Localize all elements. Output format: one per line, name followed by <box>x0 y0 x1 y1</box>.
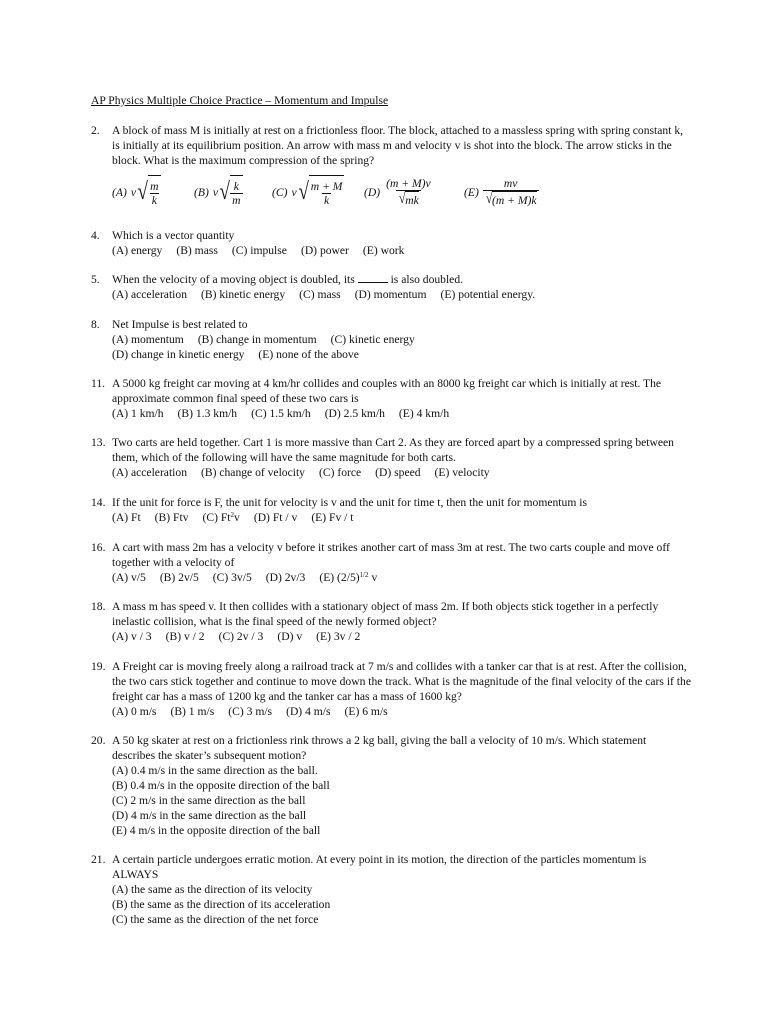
choice-c: (C) mass <box>299 288 341 301</box>
choice-b: (B) v / 2 <box>165 630 205 643</box>
question-number: 8. <box>91 318 100 331</box>
choice-b: (B) mass <box>176 244 218 257</box>
choice-d: (D) (m + M)v √ mk <box>364 177 431 207</box>
choice-a: (A) v √ $\frac{m}{k}$ <box>112 172 161 212</box>
question-number: 13. <box>91 436 106 449</box>
question-14 <box>91 495 691 525</box>
question-number: 19. <box>91 660 106 673</box>
choice-e: (E) 4 m/s in the opposite direction of the ball <box>112 824 321 837</box>
answer-choices <box>112 406 691 421</box>
choice-c: (C) 2v / 3 <box>218 630 264 643</box>
choice-b: (B) kinetic energy <box>201 288 286 301</box>
question-21 <box>91 852 691 927</box>
answer-choices <box>112 287 691 302</box>
choice-a: (A) v/5 <box>112 571 146 584</box>
choice-e: (E) $(2/5)^{1/2}$ v <box>319 571 378 584</box>
sqrt-symbol: √ $\frac{m + M}{k}$ <box>297 175 345 209</box>
choice-d: (D) v <box>277 630 303 643</box>
page-title: AP Physics Multiple Choice Practice – Momentum and Impulse <box>91 94 389 107</box>
choice-b: (B) change of velocity <box>201 466 305 479</box>
choice-e: (E) Fv / t <box>311 511 354 524</box>
sqrt-symbol: √ $\frac{m}{k}$ <box>136 175 161 209</box>
choice-b: (B) v √ $\frac{k}{m}$ <box>194 172 243 212</box>
answer-blank <box>358 272 388 283</box>
question-text: A mass m has speed v. It then collides with a stationary object of mass 2m. If both objects stick together in a perfectly inelastic collision, what is the final speed of the newly formed object? <box>112 600 659 628</box>
choice-d: (D) change in kinetic energy <box>112 348 245 361</box>
question-number: 16. <box>91 541 106 554</box>
question-2-choices <box>112 172 582 212</box>
question-text: A cart with mass 2m has a velocity v before it strikes another cart of mass 3m at rest. The two carts couple and move off together with a velocity of <box>112 541 670 569</box>
choice-a: (A) v / 3 <box>112 630 152 643</box>
choice-b: (B) 1.3 km/h <box>177 407 238 420</box>
question-4 <box>91 228 691 258</box>
question-text: Which is a vector quantity <box>112 229 235 242</box>
choice-c: (C) kinetic energy <box>330 333 415 346</box>
question-text: If the unit for force is F, the unit for velocity is v and the unit for time t, then the unit for momentum is <box>112 496 587 509</box>
choice-c: (C) v √ $\frac{m + M}{k}$ <box>272 172 344 212</box>
choice-a: (A) acceleration <box>112 288 187 301</box>
answer-choices <box>112 704 691 719</box>
choice-a: (A) momentum <box>112 333 184 346</box>
question-5 <box>91 272 691 302</box>
choice-e: (E) none of the above <box>258 348 359 361</box>
choice-c: (C) Ft$^2$v <box>202 511 240 524</box>
choice-c: (C) impulse <box>231 244 287 257</box>
choice-e: (E) 6 m/s <box>344 705 388 718</box>
question-text: A block of mass M is initially at rest on a frictionless floor. The block, attached to a massless spring with spring constant k, is initially at its equilibrium position. An arrow with mass m and velocity v is shot into the block. The arrow sticks in the block. What is the maximum compression of the spring? <box>112 124 684 167</box>
choice-d: (D) momentum <box>354 288 427 301</box>
answer-choices <box>112 347 691 362</box>
choice-d: (D) 4 m/s in the same direction as the ball <box>112 809 307 822</box>
choice-e: (E) work <box>362 244 405 257</box>
choice-d: (D) speed <box>375 466 421 479</box>
choice-e: (E) potential energy. <box>440 288 536 301</box>
answer-choices <box>112 629 691 644</box>
choice-d: (D) 2v/3 <box>265 571 306 584</box>
choice-c: (C) 2 m/s in the same direction as the ball <box>112 794 306 807</box>
choice-a: (A) the same as the direction of its velocity <box>112 883 313 896</box>
choice-b: (B) the same as the direction of its acceleration <box>112 898 331 911</box>
question-19 <box>91 659 691 719</box>
choice-a: (A) Ft <box>112 511 141 524</box>
question-20 <box>91 733 691 838</box>
sqrt-symbol: √ $\frac{k}{m}$ <box>218 175 243 209</box>
question-13 <box>91 435 691 480</box>
question-text: Two carts are held together. Cart 1 is more massive than Cart 2. As they are forced apart by a compressed spring between them, which of the following will have the same magnitude for both carts. <box>112 436 674 464</box>
question-text: When the velocity of a moving object is doubled, its is also doubled. <box>112 273 464 286</box>
answer-choices <box>112 570 691 585</box>
question-8 <box>91 317 691 362</box>
choice-b: (B) Ftv <box>154 511 189 524</box>
question-number: 20. <box>91 734 106 747</box>
question-number: 5. <box>91 273 100 286</box>
answer-choices <box>112 510 691 525</box>
question-text: A 5000 kg freight car moving at 4 km/hr collides and couples with an 8000 kg freight car which is initially at rest. The approximate common final speed of these two cars is <box>112 377 662 405</box>
question-2 <box>91 123 691 168</box>
choice-d: (D) Ft / v <box>253 511 298 524</box>
choice-c: (C) force <box>318 466 362 479</box>
choice-a: (A) 0 m/s <box>112 705 157 718</box>
choice-a: (A) acceleration <box>112 466 187 479</box>
question-number: 2. <box>91 124 100 137</box>
choice-b: (B) 2v/5 <box>159 571 199 584</box>
choice-b: (B) 1 m/s <box>170 705 215 718</box>
choice-e: (E) mv √ (m + M)k <box>464 177 537 207</box>
question-18 <box>91 599 691 644</box>
choice-c: (C) 1.5 km/h <box>251 407 311 420</box>
choice-e: (E) velocity <box>434 466 490 479</box>
choice-e: (E) 3v / 2 <box>316 630 361 643</box>
choice-d: (D) 4 m/s <box>286 705 331 718</box>
choice-a: (A) 1 km/h <box>112 407 164 420</box>
answer-choices <box>112 243 691 258</box>
choice-e: (E) 4 km/h <box>398 407 450 420</box>
question-number: 21. <box>91 853 106 866</box>
question-number: 14. <box>91 496 106 509</box>
choice-c: (C) 3v/5 <box>212 571 252 584</box>
question-text: Net Impulse is best related to <box>112 318 248 331</box>
question-11 <box>91 376 691 421</box>
question-text: A Freight car is moving freely along a railroad track at 7 m/s and collides with a tanker car that is at rest. After the collision, the two cars stick together and continue to move down the track. What is the magnitude of the final velocity of the cars if the freight car has a mass of 1200 kg and the tanker car has a mass of 1600 kg? <box>112 660 691 703</box>
answer-choices <box>112 465 691 480</box>
choice-a: (A) 0.4 m/s in the same direction as the ball. <box>112 764 318 777</box>
choice-b: (B) 0.4 m/s in the opposite direction of the ball <box>112 779 330 792</box>
question-text: A 50 kg skater at rest on a frictionless rink throws a 2 kg ball, giving the ball a velocity of 10 m/s. Which statement describes the skater’s subsequent motion? <box>112 734 647 762</box>
sqrt-symbol: √ (m + M)k <box>485 191 537 207</box>
sqrt-symbol: √ mk <box>398 191 419 207</box>
answer-choices <box>112 332 691 347</box>
choice-a: (A) energy <box>112 244 163 257</box>
question-number: 11. <box>91 377 106 390</box>
choice-b: (B) change in momentum <box>197 333 317 346</box>
question-number: 4. <box>91 229 100 242</box>
choice-c: (C) 3 m/s <box>228 705 273 718</box>
choice-d: (D) 2.5 km/h <box>324 407 385 420</box>
question-number: 18. <box>91 600 106 613</box>
choice-c: (C) the same as the direction of the net force <box>112 913 319 926</box>
choice-d: (D) power <box>300 244 349 257</box>
question-16 <box>91 540 691 585</box>
question-text: A certain particle undergoes erratic motion. At every point in its motion, the direction of the particles momentum is ALWAYS <box>112 853 647 881</box>
